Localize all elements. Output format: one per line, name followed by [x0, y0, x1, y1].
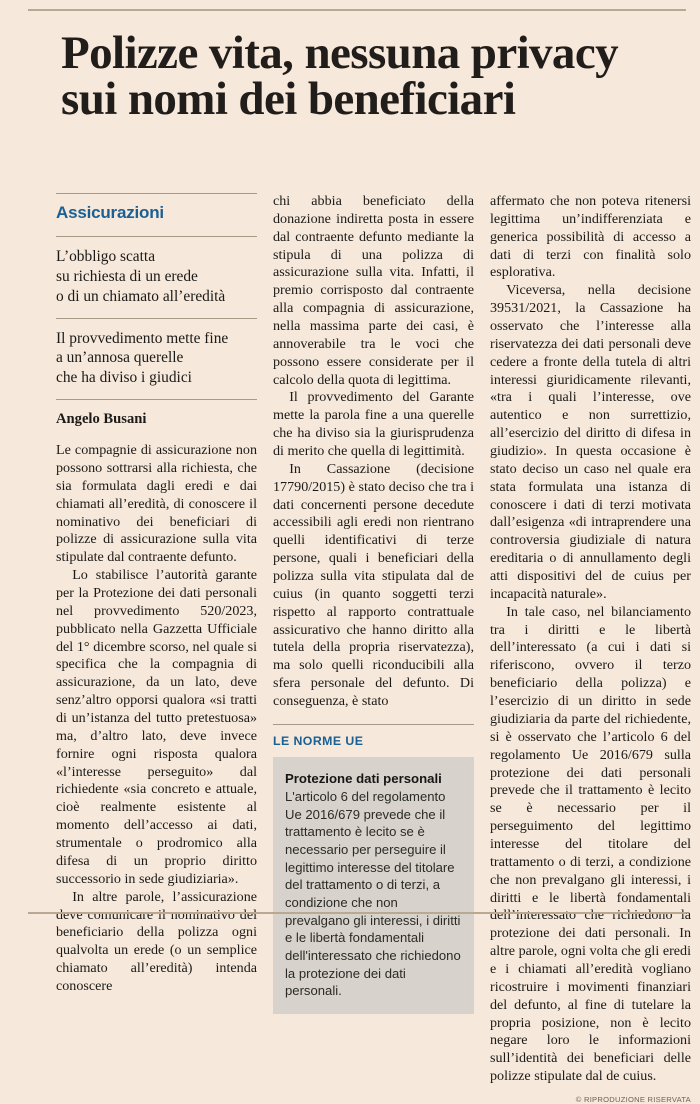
- summary-1-line-2: su richiesta di un erede: [56, 267, 198, 285]
- section-kicker: Assicurazioni: [56, 203, 164, 222]
- info-box-kicker: LE NORME UE: [273, 733, 364, 748]
- column-left: [56, 193, 257, 994]
- column-middle: [273, 193, 474, 999]
- paragraph: Lo stabilisce l’autorità garante per la Protezione dei dati personali nel provvedimento 520/2023, pubblicato nella Gazzetta Ufficiale del 1° dicembre scorso, nel quale si specifica che la compagnia di assicurazione, da un lato, deve senz’altro opporsi qualora «si tratti di un’istanza del tutto pretestuosa» ma, d’altro lato, deve invece fornire ogni risposta qualora «l’interesse perseguito» dal richiedente «sia concreto e attuale, cioè realmente esistente al momento dell’accesso ai dati, strumentale o prodromico alla difesa di un proprio diritto successorio in sede giudiziaria».: [56, 567, 257, 887]
- summary-2-line-3: che ha diviso i giudici: [56, 369, 192, 387]
- paragraph: In Cassazione (decisione 17790/2015) è stato deciso che tra i dati concernenti persone decedute accessibili agli eredi non rientrano quelli identificativi di terze persone, quali i beneficiari della polizza sulla vita stipulata dal de cuius (in quanto soggetti terzi rispetto al rapporto contrattuale assicurativo che hanno diritto alla tutela della propria riservatezza), ma solo quelli riconducibili alla sfera personale del defunto. Di conseguenza, è stato: [273, 460, 474, 710]
- summary-block-1: [56, 236, 257, 318]
- info-box: [273, 724, 474, 1014]
- paragraph: Le compagnie di assicurazione non possono sottrarsi alla richiesta, che sia formulata dagli eredi e dai chiamati all’eredità, di conoscere il nominativo dei beneficiari di polizze di assicurazione sulla vita stipulate dal contraente defunto.: [56, 442, 257, 566]
- info-box-text: L'articolo 6 del regolamento Ue 2016/679 prevede che il trattamento è lecito se è necessario per perseguire il legittimo interesse del titolare del trattamento o di terzi, a condizione che non prevalgano gli interessi, i diritti e le libertà fondamentali dell'interessato che richiedono la protezione dei dati personali.: [285, 789, 461, 999]
- summary-2-line-2: a un’annosa querelle: [56, 349, 184, 367]
- paragraph: In altre parole, l’assicurazione deve comunicare il nominativo del beneficiario della polizza ogni qualvolta un erede (o un semplice chiamato all’eredità) intenda conoscere: [56, 888, 257, 994]
- info-box-body: [273, 757, 474, 1014]
- summary-2-line-1: Il provvedimento mette fine: [56, 329, 229, 347]
- summary-1-line-1: L’obbligo scatta: [56, 248, 156, 265]
- paragraph: chi abbia beneficiato della donazione indiretta posta in essere dal contraente defunto mediante la stipula di una polizza di assicurazione sulla vita. Infatti, il premio corrisposto dal contraente alla compagnia di assicurazione, nella massima parte dei casi, è annoverabile tra le voci che possono essere considerate per il calcolo della quota di legittima.: [273, 193, 474, 388]
- summary-block-2: [56, 318, 257, 400]
- author-byline: Angelo Busani: [56, 411, 147, 428]
- body-text-column-middle: [273, 193, 474, 711]
- paragraph: affermato che non poteva ritenersi legittima un’indifferenziata e generica possibilità di accesso a dati di terzi con finalità solo esplorativa.: [490, 193, 691, 281]
- headline-line-1: Polizze vita, nessuna privacy: [61, 27, 618, 79]
- bottom-divider-rule: [28, 912, 686, 914]
- paragraph: In tale caso, nel bilanciamento tra i diritti e le libertà dell’interessato (a cui i dati si riferiscono, ovvero il terzo beneficiario della polizza) e l’esercizio di un diritto in sede giudiziaria da parte del richiedente, si è osservato che l’articolo 6 del regolamento Ue 2016/679 sulla protezione dei dati personali prevede che il trattamento è lecito se è necessario per il perseguimento del legittimo interesse del titolare del trattamento o di terzi, a condizione che non prevalgano gli interessi, i diritti e le libertà fondamentali dell’interessato che richiedono la protezione dei dati personali. In altre parole, ogni volta che gli eredi e i chiamati all’eredità vogliano ricostruire i movimenti finanziari del defunto, al fine di tutelare la propria posizione, non è lecito negare loro le informazioni sull’identità dei beneficiari delle polizze stipulate dal de cuius.: [490, 603, 691, 1085]
- paragraph: Il provvedimento del Garante mette la parola fine a una querelle che ha diviso sia la giurisprudenza di merito che quella di legittimità.: [273, 389, 474, 460]
- paragraph: Viceversa, nella decisione 39531/2021, la Cassazione ha osservato che l’interesse alla riservatezza dei dati personali deve cedere a fronte della tutela di altri interessi giuridicamente rilevanti, «tra i quali l’interesse, ove autentico e non surrettizio, all’esercizio del diritto di difesa in giudizio». In questa occasione è stato deciso un caso nel quale era stata formulata una istanza di conoscere i dati di terzi motivata dall’esigenza «di intraprendere una controversia giudiziale di natura ereditaria o di annullamento degli atti dispositivi del de cuius per incapacità naturale».: [490, 282, 691, 602]
- article-columns: [56, 193, 691, 1104]
- byline-block: [56, 399, 257, 442]
- column-right: [490, 193, 691, 1104]
- page-title: [28, 0, 672, 126]
- summary-1-line-3: o di un chiamato all’eredità: [56, 287, 226, 305]
- headline-line-2: sui nomi dei beneficiari: [61, 73, 516, 126]
- body-text-column-right: [490, 193, 691, 1086]
- info-box-title: Protezione dati personali: [285, 770, 442, 786]
- copyright-notice: © RIPRODUZIONE RISERVATA: [575, 1094, 691, 1104]
- section-kicker-block: [56, 193, 257, 223]
- top-divider-rule: [28, 9, 686, 11]
